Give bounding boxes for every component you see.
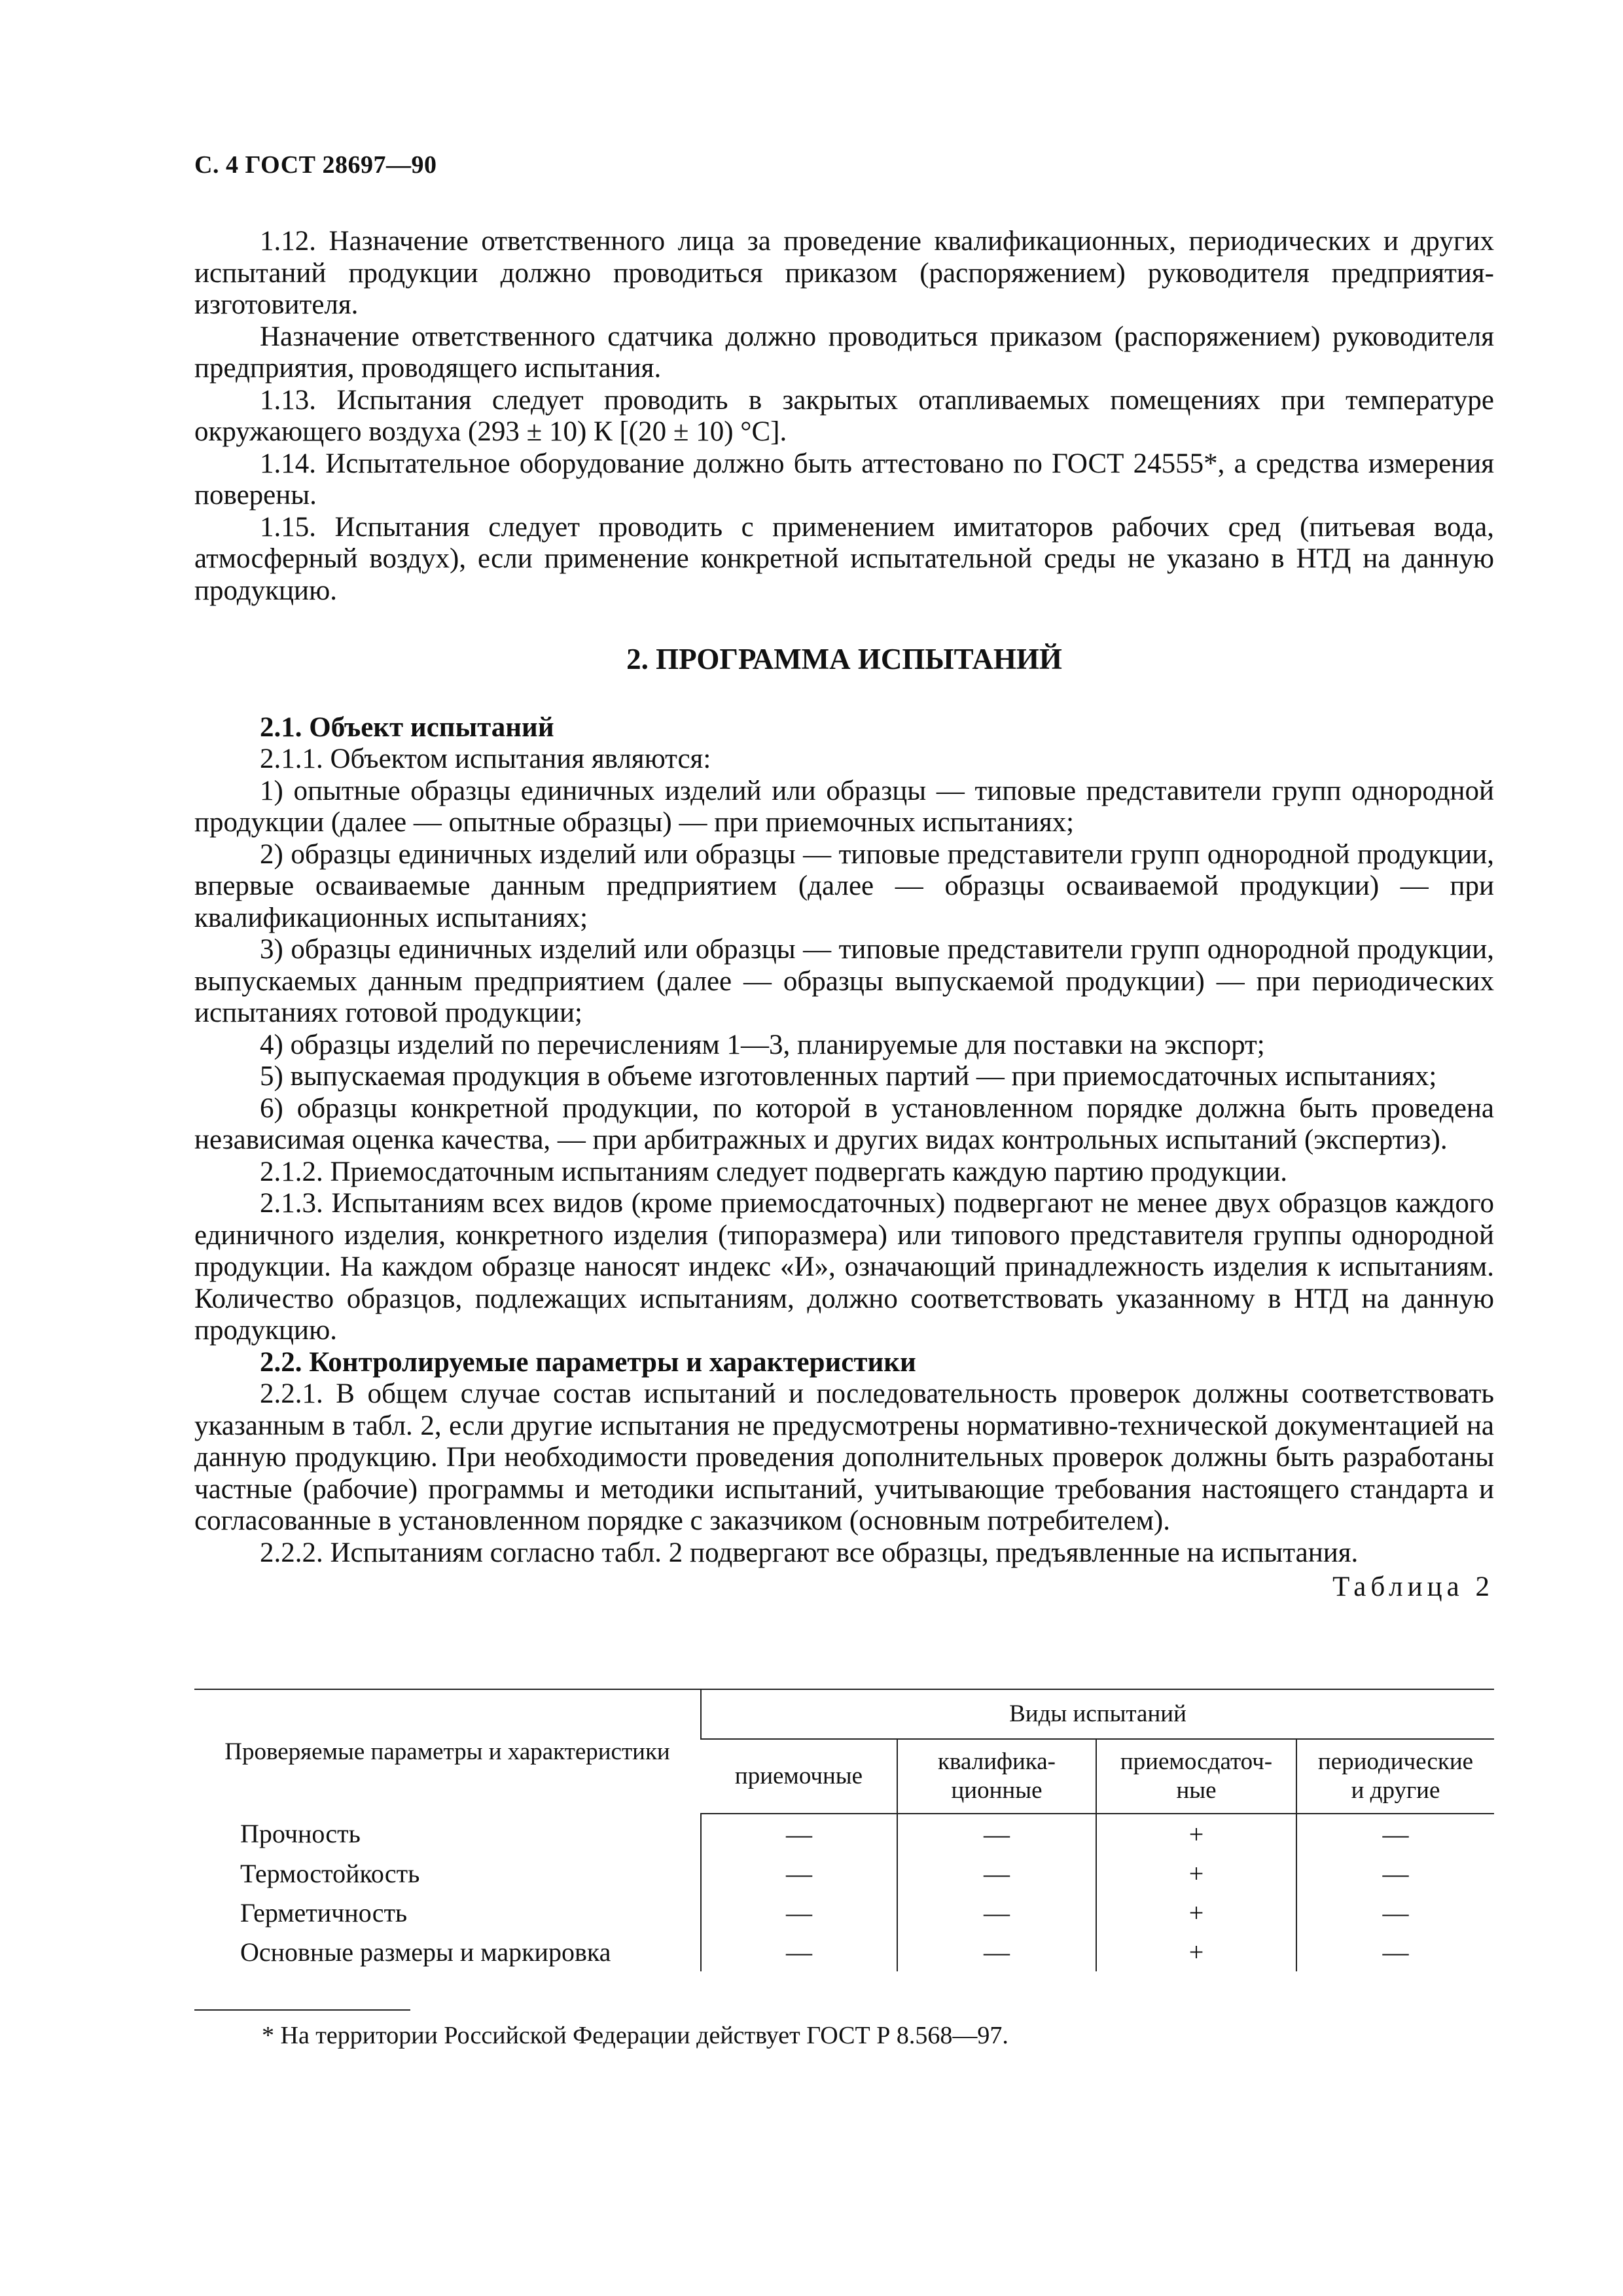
table-row: [194, 1932, 1494, 1971]
paragraph-sdatchik: Назначение ответственного сдатчика должно проводиться приказом (распоряжением) руководителя предприятия, проводящего испытания.: [194, 321, 1494, 384]
cell: —: [701, 1893, 897, 1932]
row-name: Термостойкость: [240, 1858, 420, 1888]
list-item-3: 3) образцы единичных изделий или образцы — типовые представители групп однородной продукции, выпускаемых данным предприятием (далее — образцы выпускаемой продукции) — при периодических испытаниях готовой продукции;: [194, 934, 1494, 1028]
row-name: Основные размеры и маркировка: [240, 1937, 611, 1967]
paragraph-1-12: 1.12. Назначение ответственного лица за проведение квалификационных, периодических и других испытаний продукции должно проводиться приказом (распоряжением) руководителя предприятия-изготовителя.: [194, 226, 1494, 320]
cell: —: [701, 1932, 897, 1971]
table-row: [194, 1814, 1494, 1854]
test-types-table: [194, 1689, 1494, 1971]
cell: —: [1296, 1893, 1494, 1932]
paragraph-1-14: 1.14. Испытательное оборудование должно быть аттестовано по ГОСТ 24555*, а средства измерения поверены.: [194, 448, 1494, 511]
subsection-2-1-title: 2.1. Объект испытаний: [260, 711, 554, 743]
cell: —: [1296, 1854, 1494, 1893]
subsection-2-2-title: 2.2. Контролируемые параметры и характеристики: [260, 1346, 916, 1378]
list-item-6: 6) образцы конкретной продукции, по которой в установленном порядке должна быть проведена независимая оценка качества, — при арбитражных и других видах контрольных испытаний (экспертиз).: [194, 1092, 1494, 1155]
footnote-divider: [194, 2009, 410, 2011]
document-body: [194, 226, 1494, 1604]
table-row: [194, 1893, 1494, 1932]
paragraph-2-2-2: 2.2.2. Испытаниям согласно табл. 2 подвергают все образцы, предъявленные на испытания.: [260, 1537, 1359, 1568]
cell: —: [701, 1854, 897, 1893]
column-header: периодические и другие: [1296, 1739, 1494, 1814]
row-name: Герметичность: [240, 1897, 408, 1928]
cell: —: [1296, 1932, 1494, 1971]
cell: —: [701, 1814, 897, 1854]
row-name: Прочность: [240, 1819, 361, 1848]
list-item-2: 2) образцы единичных изделий или образцы — типовые представители групп однородной продукции, впервые осваиваемые данным предприятием (далее — образцы осваиваемой продукции) — при квалификационных испытаниях;: [194, 838, 1494, 933]
paragraph-2-1-2: 2.1.2. Приемосдаточным испытаниям следует подвергать каждую партию продукции.: [260, 1156, 1288, 1187]
list-item-4: 4) образцы изделий по перечислениям 1—3, планируемые для поставки на экспорт;: [260, 1029, 1265, 1060]
cell: +: [1096, 1814, 1296, 1854]
cell: —: [897, 1854, 1096, 1893]
column-header: приемосдаточ- ные: [1096, 1739, 1296, 1814]
column-header: приемочные: [701, 1739, 897, 1814]
cell: +: [1096, 1893, 1296, 1932]
cell: +: [1096, 1854, 1296, 1893]
paragraph-2-1-3: 2.1.3. Испытаниям всех видов (кроме приемосдаточных) подвергают не менее двух образцов каждого единичного изделия, конкретного изделия (типоразмера) или типового представителя группы однородной продукции. На каждом образце наносят индекс «И», означающий принадлежность изделия к испытаниям. Количество образцов, подлежащих испытаниям, должно соответствовать указанному в НТД на данную продукцию.: [194, 1188, 1494, 1346]
paragraph-2-2-1: 2.2.1. В общем случае состав испытаний и последовательность проверок должны соответствовать указанным в табл. 2, если другие испытания не предусмотрены нормативно-технической документацией на данную продукцию. При необходимости проведения дополнительных проверок должны быть разработаны частные (рабочие) программы и методики испытаний, учитывающие требования настоящего стандарта и согласованные в установленном порядке с заказчиком (основным потребителем).: [194, 1378, 1494, 1536]
section-title: 2. ПРОГРАММА ИСПЫТАНИЙ: [626, 643, 1062, 675]
paragraph-1-13: 1.13. Испытания следует проводить в закрытых отапливаемых помещениях при температуре окружающего воздуха (293 ± 10) К [(20 ± 10) °С].: [194, 384, 1494, 447]
list-item-1: 1) опытные образцы единичных изделий или образцы — типовые представители групп однородной продукции (далее — опытные образцы) — при приемочных испытаниях;: [194, 775, 1494, 838]
param-header: Проверяемые параметры и характеристики: [194, 1689, 701, 1814]
cell: —: [897, 1814, 1096, 1854]
list-item-5: 5) выпускаемая продукция в объеме изготовленных партий — при приемосдаточных испытаниях;: [260, 1061, 1437, 1092]
cell: —: [897, 1893, 1096, 1932]
column-header: квалифика- ционные: [897, 1739, 1096, 1814]
cell: —: [897, 1932, 1096, 1971]
paragraph-2-1-1: 2.1.1. Объектом испытания являются:: [260, 744, 711, 774]
table-row: [194, 1854, 1494, 1893]
paragraph-1-15: 1.15. Испытания следует проводить с применением имитаторов рабочих сред (питьевая вода, атмосферный воздух), если применение конкретной испытательной среды не указано в НТД на данную продукцию.: [194, 511, 1494, 606]
group-header: Виды испытаний: [701, 1689, 1494, 1739]
cell: —: [1296, 1814, 1494, 1854]
table-caption: Таблица 2: [1332, 1571, 1494, 1602]
page-header: С. 4 ГОСТ 28697—90: [194, 151, 437, 179]
cell: +: [1096, 1932, 1296, 1971]
footnote: * На территории Российской Федерации действует ГОСТ Р 8.568—97.: [262, 2022, 1008, 2049]
